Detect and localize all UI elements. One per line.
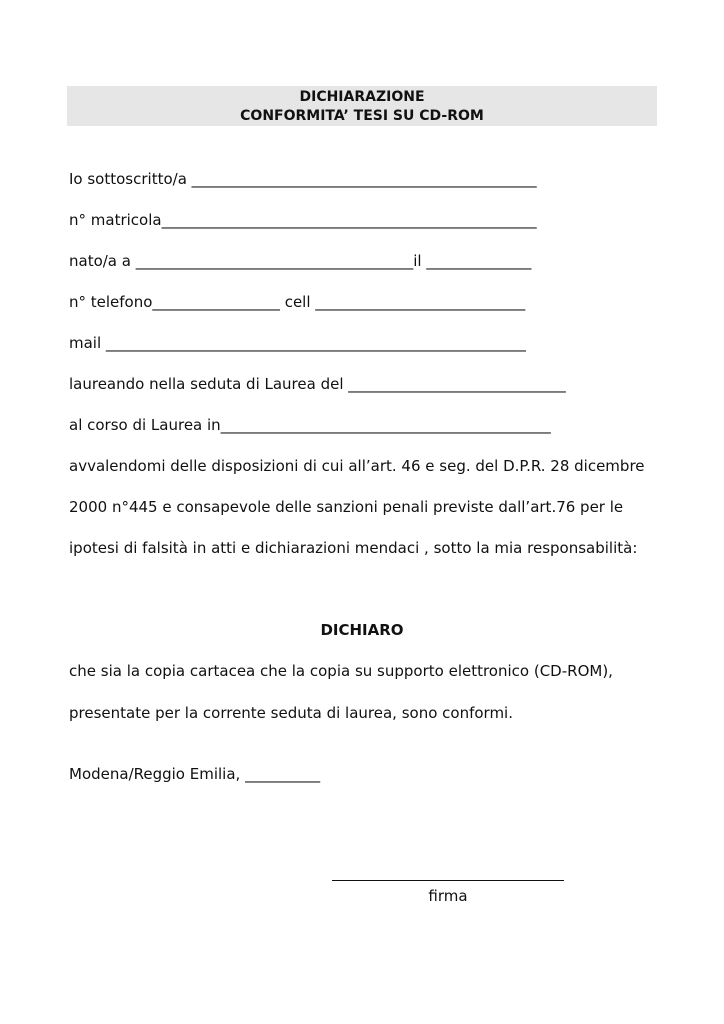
paragraph-line-1: avvalendomi delle disposizioni di cui all’art. 46 e seg. del D.P.R. 28 dicembre: [69, 457, 645, 475]
statement-line-1: che sia la copia cartacea che la copia su supporto elettronico (CD-ROM),: [69, 662, 613, 680]
field-nato: nato/a a _____________________________________il ______________: [69, 252, 532, 270]
document-subtitle: CONFORMITA’ TESI SU CD-ROM: [240, 108, 484, 124]
paragraph-line-3: ipotesi di falsità in atti e dichiarazioni mendaci , sotto la mia responsabilità:: [69, 539, 638, 557]
field-telefono: n° telefono_________________ cell ____________________________: [69, 293, 526, 311]
field-laureando: laureando nella seduta di Laurea del _____________________________: [69, 375, 566, 393]
field-corso: al corso di Laurea in____________________________________________: [69, 416, 551, 434]
field-mail: mail ________________________________________________________: [69, 334, 526, 352]
title-box: [67, 86, 657, 126]
field-sottoscritto: Io sottoscritto/a ______________________________________________: [69, 170, 537, 188]
signature-label: firma: [428, 887, 468, 905]
paragraph-line-2: 2000 n°445 e consapevole delle sanzioni penali previste dall’art.76 per le: [69, 498, 624, 516]
field-matricola: n° matricola__________________________________________________: [69, 211, 537, 229]
dichiaro-heading: DICHIARO: [320, 621, 404, 639]
document-title: DICHIARAZIONE: [299, 89, 425, 105]
statement-line-2: presentate per la corrente seduta di laurea, sono conformi.: [69, 704, 513, 722]
place-date: Modena/Reggio Emilia, __________: [69, 765, 321, 783]
signature-line: [332, 880, 564, 881]
